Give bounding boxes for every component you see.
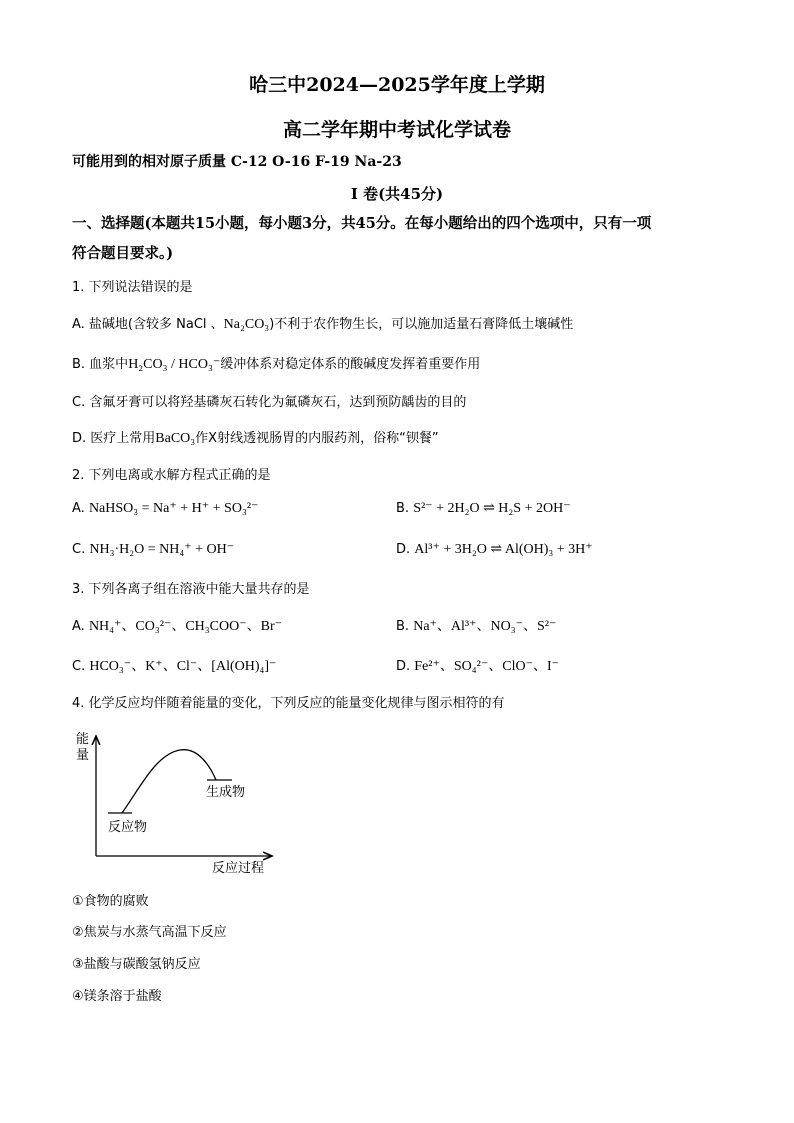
q1-b-suffix: 缓冲体系对稳定体系的酸碱度发挥着重要作用 — [220, 357, 481, 372]
q3-a-label: A. — [72, 619, 85, 634]
q1-stem: 1. 下列说法错误的是 — [72, 280, 193, 295]
q2-c-equation: NH₃·H₂O = NH₄⁺ + OH⁻ — [89, 542, 235, 557]
q1-a-suffix: )不利于农作物生长，可以施加适量石膏降低土壤碱性 — [269, 317, 574, 332]
q3-option-c — [72, 655, 276, 675]
q3-d-label: D. — [396, 659, 411, 674]
product-label: 生成物 — [206, 785, 246, 800]
q1-d-formula: BaCO₃ — [155, 431, 196, 446]
reactant-label: 反应物 — [108, 820, 148, 835]
q3-d-ions: Fe²⁺、SO₄²⁻、ClO⁻、I⁻ — [414, 659, 560, 674]
q1-d-prefix: D. 医疗上常用 — [72, 431, 156, 446]
q2-d-label: D. — [396, 542, 411, 557]
q2-option-d — [396, 541, 593, 558]
q2-c-label: C. — [72, 542, 86, 557]
q3-option-d — [396, 655, 559, 675]
q4-stem: 4. 化学反应均伴随着能量的变化，下列反应的能量变化规律与图示相符的有 — [72, 696, 505, 711]
q3-a-ions: NH₄⁺、CO₃²⁻、CH₃COO⁻、Br⁻ — [88, 619, 283, 634]
y-axis-label-1: 能 — [76, 732, 90, 747]
exam-subtitle: 高二学年期中考试化学试卷 — [282, 119, 511, 141]
q1-a-formula: Na₂CO₃ — [223, 317, 270, 332]
energy-curve — [122, 750, 216, 813]
q2-b-label: B. — [396, 501, 410, 516]
section-title: I 卷(共45分) — [350, 185, 444, 203]
q2-d-equation: Al³⁺ + 3H₂O ⇌ Al(OH)₃ + 3H⁺ — [414, 542, 593, 557]
q1-option-b — [72, 353, 480, 373]
q2-option-b — [396, 500, 571, 517]
q3-stem: 3. 下列各离子组在溶液中能大量共存的是 — [72, 582, 310, 597]
q3-option-a — [72, 615, 282, 635]
energy-diagram — [74, 730, 314, 880]
q4-item-3: ③盐酸与碳酸氢钠反应 — [72, 957, 201, 972]
q4-item-1: ①食物的腐败 — [72, 894, 149, 909]
section-instructions-line1: 一、选择题(本题共15小题，每小题3分，共45分。在每小题给出的四个选项中，只有一项 — [72, 215, 652, 232]
q1-b-prefix: B. 血浆中 — [72, 357, 129, 372]
q1-b-formula: H₂CO₃ / HCO₃⁻ — [128, 357, 221, 372]
q2-option-a — [72, 500, 258, 517]
q3-b-ions: Na⁺、Al³⁺、NO₃⁻、S²⁻ — [413, 619, 557, 634]
atomic-mass-note: 可能用到的相对原子质量 C-12 O-16 F-19 Na-23 — [72, 154, 402, 170]
q2-option-c — [72, 541, 234, 558]
y-axis-label-2: 量 — [76, 748, 90, 763]
q2-a-equation: NaHSO₃ = Na⁺ + H⁺ + SO₃²⁻ — [88, 501, 259, 516]
section-instructions-line2: 符合题目要求。) — [72, 245, 174, 262]
q3-c-label: C. — [72, 659, 86, 674]
q1-option-c: C. 含氟牙膏可以将羟基磷灰石转化为氟磷灰石，达到预防龋齿的目的 — [72, 395, 467, 410]
exam-title: 哈三中2024—2025学年度上学期 — [249, 74, 545, 96]
q1-option-a — [72, 313, 573, 333]
q2-a-label: A. — [72, 501, 85, 516]
q1-option-d — [72, 427, 439, 447]
x-axis-label: 反应过程 — [212, 861, 265, 876]
q3-b-label: B. — [396, 619, 410, 634]
q4-item-4: ④镁条溶于盐酸 — [72, 989, 162, 1004]
q3-option-b — [396, 615, 556, 635]
q1-d-suffix: 作X射线透视肠胃的内服药剂，俗称“钡餐” — [195, 431, 439, 446]
q2-b-equation: S²⁻ + 2H₂O ⇌ H₂S + 2OH⁻ — [413, 501, 571, 516]
q3-c-ions: HCO₃⁻、K⁺、Cl⁻、[Al(OH)₄]⁻ — [89, 659, 277, 674]
q1-a-prefix: A. 盐碱地(含较多 NaCl 、 — [72, 317, 224, 332]
q2-stem: 2. 下列电离或水解方程式正确的是 — [72, 468, 271, 483]
q4-item-2: ②焦炭与水蒸气高温下反应 — [72, 925, 227, 940]
